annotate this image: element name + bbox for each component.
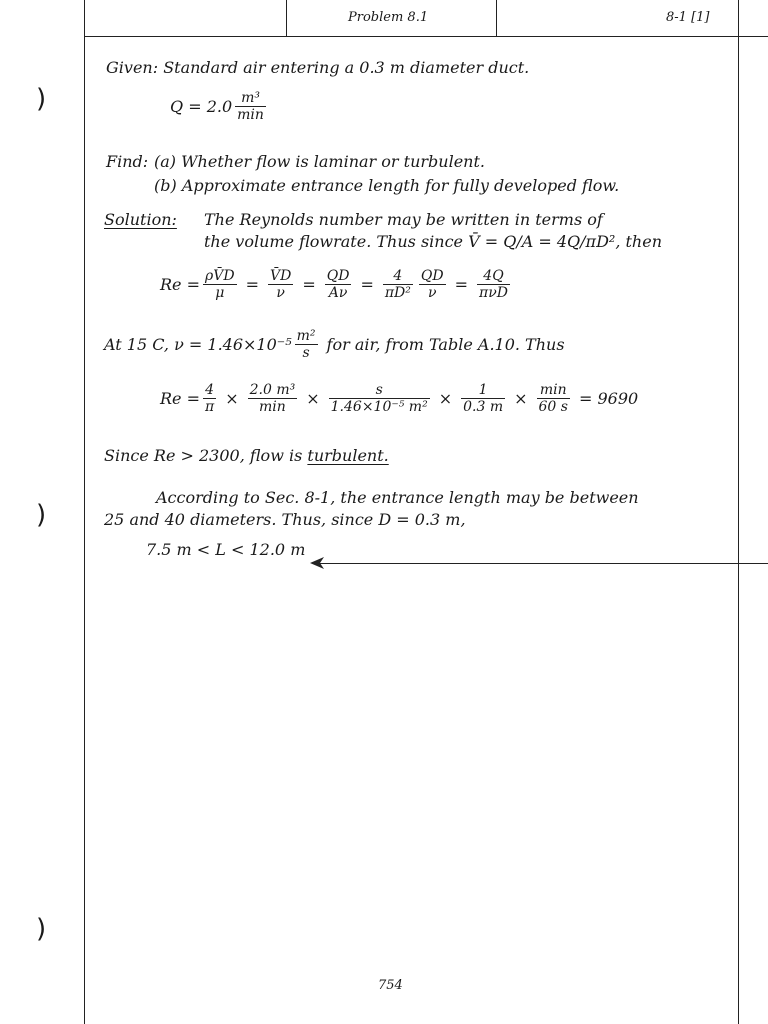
eq2-fraction-2: $\frac{\text{2.0 m³}}{\min}$ [249, 382, 296, 415]
header-divider-left [286, 0, 287, 36]
binder-mark-bottom: ) [36, 914, 47, 944]
eq1-fraction-3: $\frac{QD}{A\nu}$ [326, 268, 350, 301]
flowrate-lhs: Q = 2.0 [170, 97, 233, 116]
reynolds-calculation: Re = $\frac{4}{\pi}$ × $\frac{\text{2.0 m³}}{\min}$ × $\frac{s}{\text{1.46×10⁻⁵ m²}}$ × $\frac{1}{0.3 m}$ × $\frac{\min}{60 s}$ = 9690 [160, 382, 639, 415]
header-bottom-rule [84, 36, 768, 37]
eq2-fraction-1: $\frac{4}{\pi}$ [205, 382, 215, 415]
viscosity-unit: $\frac{\text{m²}}{s}$ [296, 328, 316, 361]
header-divider-right [496, 0, 497, 36]
entrance-length-line-1: According to Sec. 8-1, the entrance length may be between [156, 488, 639, 507]
find-item-b: (b) Approximate entrance length for fully developed flow. [154, 176, 620, 195]
entrance-length-line-2: 25 and 40 diameters. Thus, since D = 0.3 m, [104, 510, 466, 529]
eq1-fraction-1: $\frac{\rho V̄D}{\mu}$ [205, 268, 235, 301]
reynolds-equation: Re = $\frac{\rho V̄D}{\mu}$ = $\frac{V̄D}{\nu}$ = $\frac{QD}{A\nu}$ = $\frac{4}{\text{πD²}}$ $\frac{QD}{\nu}$ = $\frac{4Q}{\text{πνD}}$ [160, 268, 508, 301]
flow-regime-conclusion: Since Re > 2300, flow is turbulent. [104, 446, 389, 465]
eq2-fraction-4: $\frac{1}{0.3 m}$ [463, 382, 504, 415]
solution-line-1: The Reynolds number may be written in terms of [204, 210, 603, 229]
flowrate-unit: $\frac{\text{m³}}{\min}$ [237, 90, 264, 123]
answer-pointer-arrowhead-icon [310, 557, 324, 569]
flowrate-equation [170, 90, 269, 123]
problem-label: Problem 8.1 [348, 10, 429, 25]
reference-label: 8-1 [1] [666, 10, 710, 25]
eq1-fraction-5: $\frac{QD}{\nu}$ [420, 268, 444, 301]
eq2-fraction-3: $\frac{s}{\text{1.46×10⁻⁵ m²}}$ [330, 382, 428, 415]
turbulent-answer: turbulent. [307, 446, 389, 465]
property-line: At 15 C, ν = 1.46×10⁻⁵ $\frac{\text{m²}}{s}$ for air, from Table A.10. Thus [104, 328, 565, 361]
left-margin-rule [84, 0, 85, 1024]
binder-mark-top: ) [36, 84, 47, 114]
reynolds-result: = 9690 [578, 389, 639, 408]
given-line: Given: Standard air entering a 0.3 m diameter duct. [106, 58, 530, 77]
find-item-a: (a) Whether flow is laminar or turbulent. [154, 152, 485, 171]
eq1-fraction-4: $\frac{4}{\text{πD²}}$ [384, 268, 411, 301]
solution-lead: Solution: [104, 210, 177, 229]
eq1-fraction-6: $\frac{4Q}{\text{πνD}}$ [479, 268, 508, 301]
right-margin-rule [738, 0, 739, 1024]
solution-line-2: the volume flowrate. Thus since V̄ = Q/A = 4Q/πD², then [204, 232, 662, 251]
find-lead: Find: [106, 152, 149, 171]
binder-mark-middle: ) [36, 500, 47, 530]
page-number: 754 [378, 978, 403, 993]
answer-pointer-line [320, 563, 768, 564]
entrance-length-answer: 7.5 m < L < 12.0 m [146, 540, 306, 559]
eq1-fraction-2: $\frac{V̄D}{\nu}$ [270, 268, 292, 301]
eq2-fraction-5: $\frac{\min}{60 s}$ [538, 382, 568, 415]
